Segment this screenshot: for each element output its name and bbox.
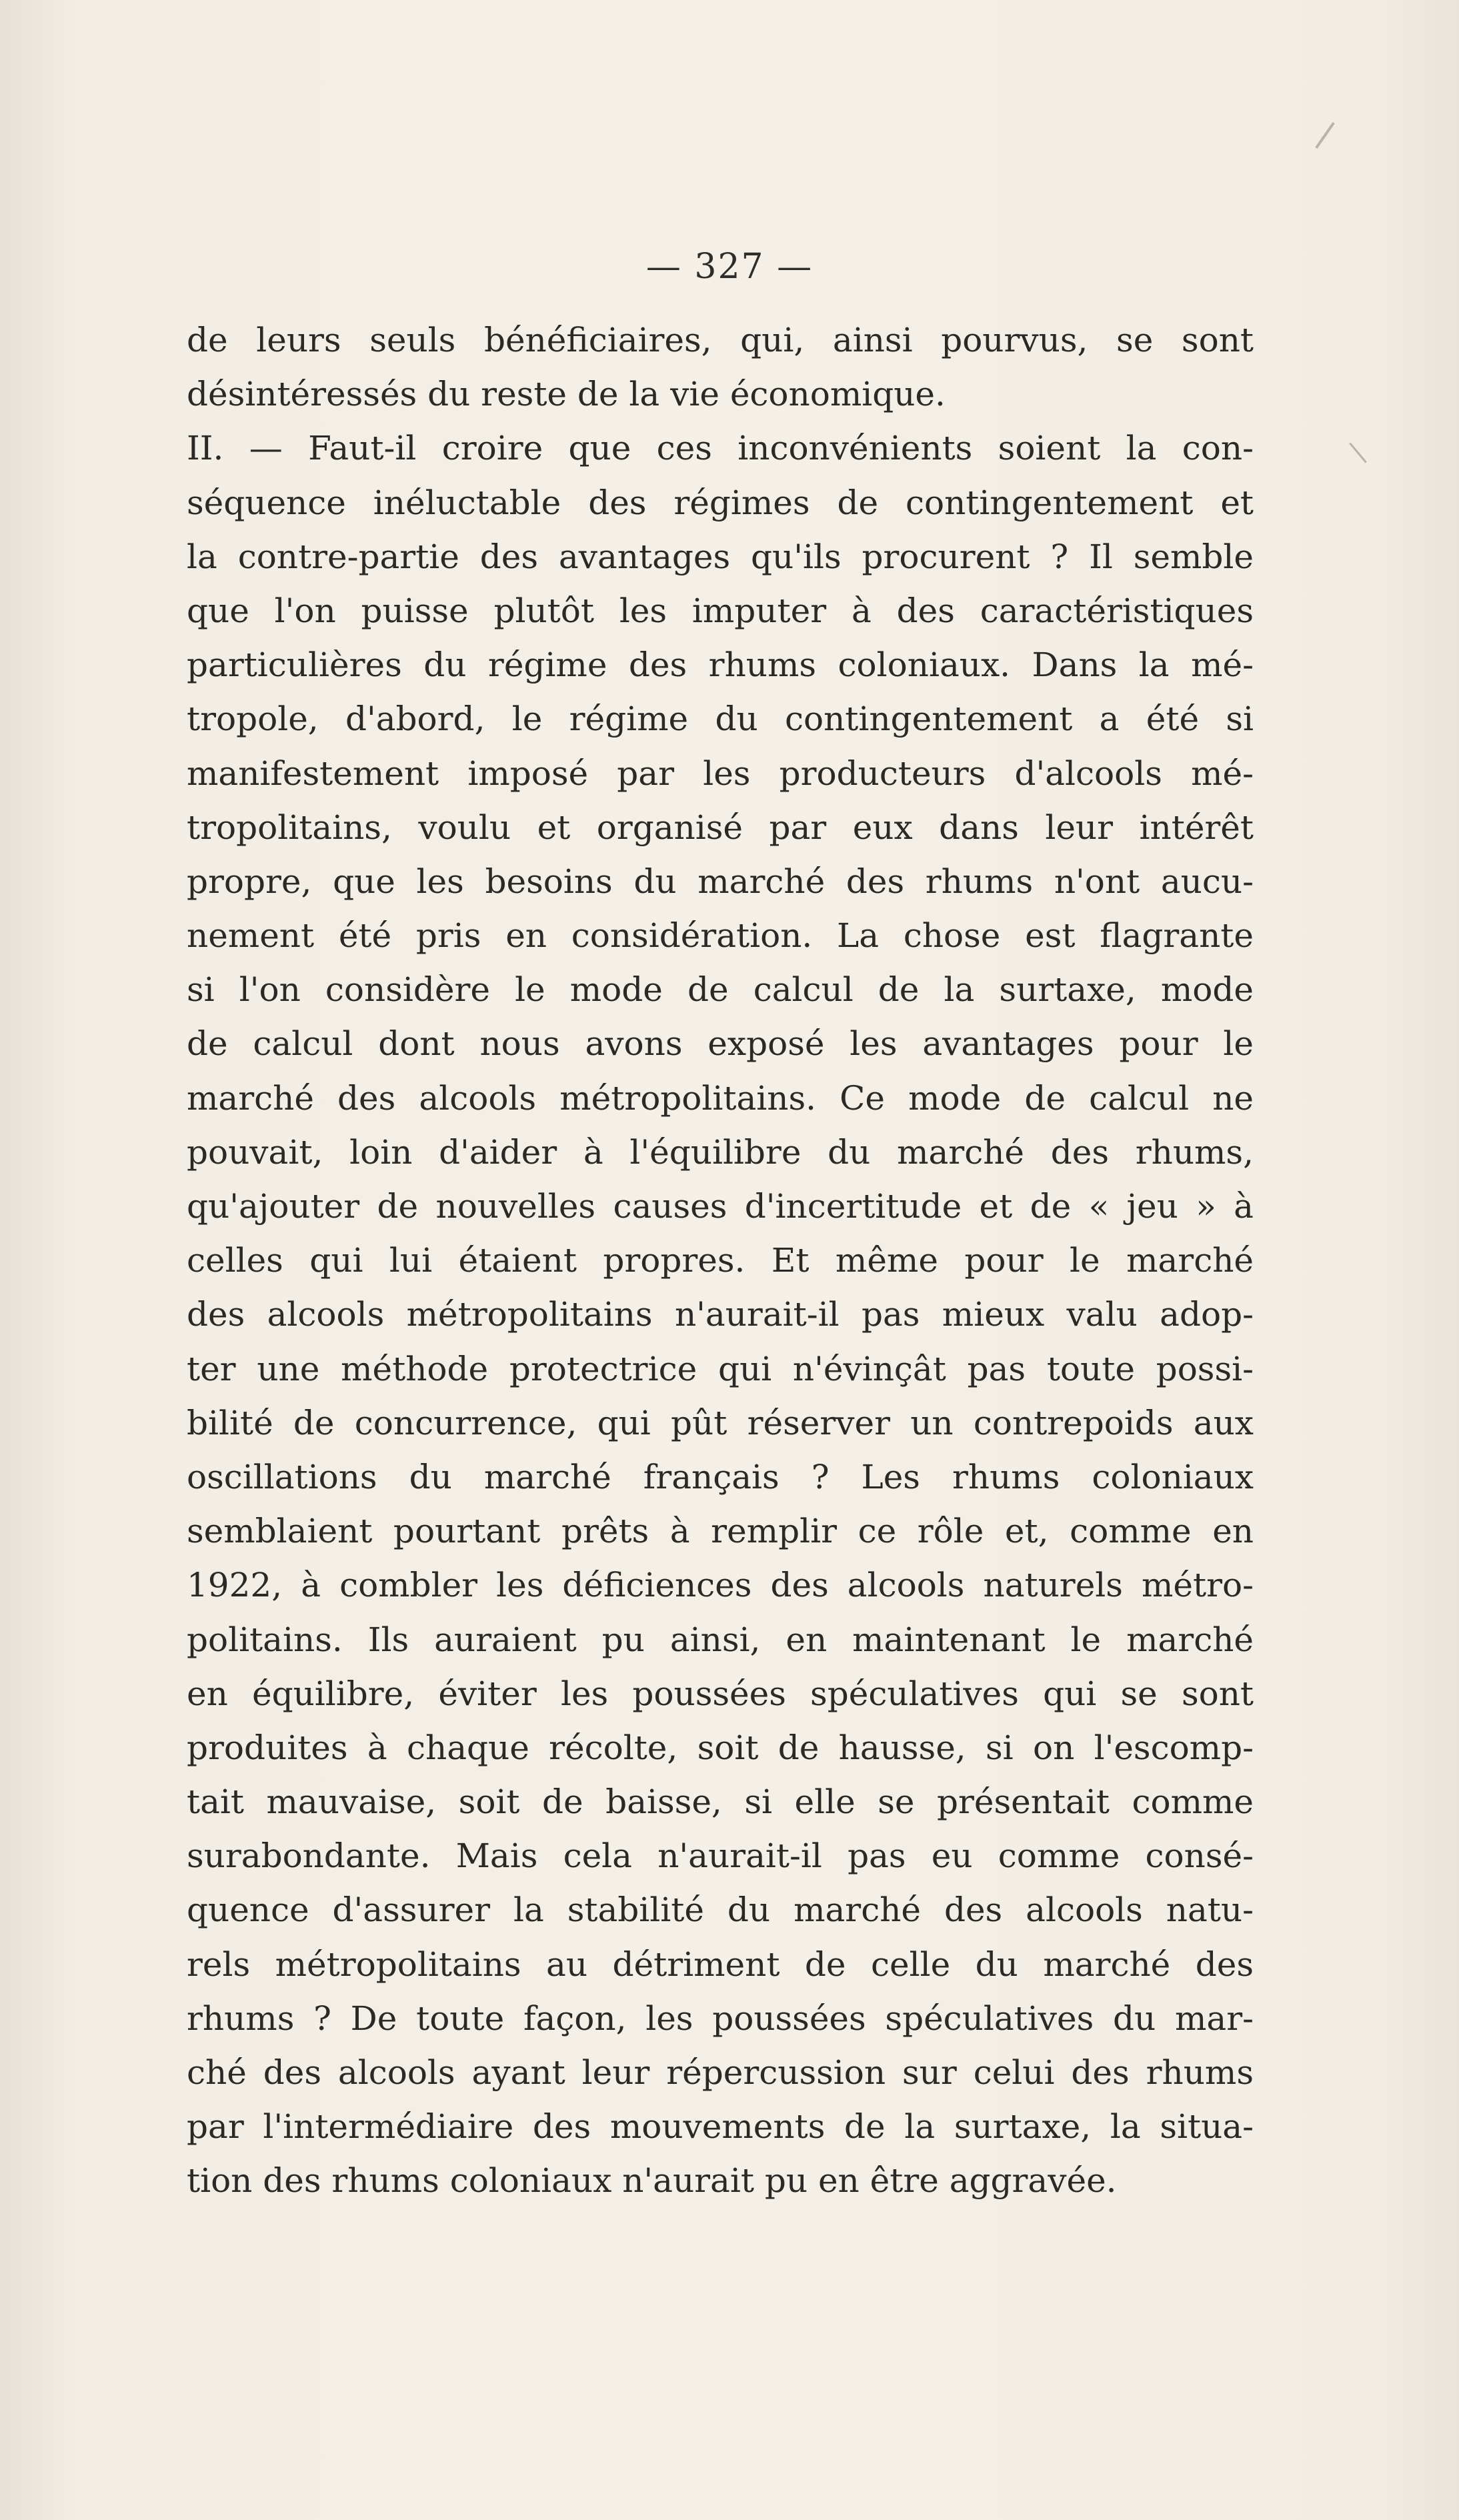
text-line: nement été pris en considération. La chose est flagrante: [187, 916, 1254, 956]
text-line: par l'intermédiaire des mouvements de la surtaxe, la situa-: [187, 2107, 1254, 2147]
text-line: que l'on puisse plutôt les imputer à des caractéristiques: [187, 591, 1254, 630]
paper-mark: [1315, 122, 1335, 149]
text-line: tropolitains, voulu et organisé par eux dans leur intérêt: [187, 808, 1254, 847]
text-line: semblaient pourtant prêts à remplir ce rôle et, comme en: [187, 1512, 1254, 1551]
text-line: quence d'assurer la stabilité du marché des alcools natu-: [187, 1891, 1254, 1930]
text-line: rhums ? De toute façon, les poussées spéculatives du mar-: [187, 1999, 1254, 2038]
text-line: de leurs seuls bénéficiaires, qui, ainsi pourvus, se sont: [187, 321, 1254, 359]
text-line: tait mauvaise, soit de baisse, si elle se présentait comme: [187, 1782, 1254, 1822]
page-number: — 327 —: [645, 247, 814, 287]
text-line: qu'ajouter de nouvelles causes d'incertitude et de « jeu » à: [187, 1187, 1254, 1226]
text-line: pouvait, loin d'aider à l'équilibre du marché des rhums,: [187, 1132, 1254, 1172]
text-line: ché des alcools ayant leur répercussion sur celui des rhums: [187, 2053, 1254, 2092]
text-line: II. — Faut-il croire que ces inconvénients soient la con-: [187, 429, 1254, 468]
text-line: en équilibre, éviter les poussées spéculatives qui se sont: [187, 1674, 1254, 1713]
text-line: tion des rhums coloniaux n'aurait pu en être aggravée.: [187, 2161, 1117, 2201]
text-line: manifestement imposé par les producteurs d'alcools mé-: [187, 754, 1254, 793]
text-line: bilité de concurrence, qui pût réserver un contrepoids aux: [187, 1403, 1254, 1442]
paper-mark: [1349, 442, 1367, 463]
text-line: de calcul dont nous avons exposé les avantages pour le: [187, 1024, 1254, 1064]
text-line: 1922, à combler les déficiences des alcools naturels métro-: [187, 1566, 1254, 1605]
text-line: rels métropolitains au détriment de celle du marché des: [187, 1945, 1254, 1984]
text-line: séquence inéluctable des régimes de contingentement et: [187, 483, 1254, 522]
text-line: produites à chaque récolte, soit de hausse, si on l'escomp-: [187, 1728, 1254, 1767]
text-line: propre, que les besoins du marché des rhums n'ont aucu-: [187, 862, 1254, 901]
text-line: celles qui lui étaient propres. Et même pour le marché: [187, 1241, 1254, 1280]
text-line: marché des alcools métropolitains. Ce mode de calcul ne: [187, 1078, 1254, 1118]
text-line: des alcools métropolitains n'aurait-il pas mieux valu adop-: [187, 1295, 1254, 1334]
text-line: ter une méthode protectrice qui n'évinçât pas toute possi-: [187, 1349, 1254, 1388]
text-line: tropole, d'abord, le régime du contingentement a été si: [187, 700, 1254, 739]
text-line: surabondante. Mais cela n'aurait-il pas eu comme consé-: [187, 1836, 1254, 1876]
text-line: désintéressés du reste de la vie économique.: [187, 375, 946, 414]
text-line: politains. Ils auraient pu ainsi, en maintenant le marché: [187, 1620, 1254, 1659]
text-line: oscillations du marché français ? Les rhums coloniaux: [187, 1457, 1254, 1496]
text-line: particulières du régime des rhums coloniaux. Dans la mé-: [187, 646, 1254, 685]
text-line: si l'on considère le mode de calcul de la surtaxe, mode: [187, 970, 1254, 1010]
body-text: [187, 313, 1254, 2209]
text-line: la contre-partie des avantages qu'ils procurent ? Il semble: [187, 537, 1254, 576]
